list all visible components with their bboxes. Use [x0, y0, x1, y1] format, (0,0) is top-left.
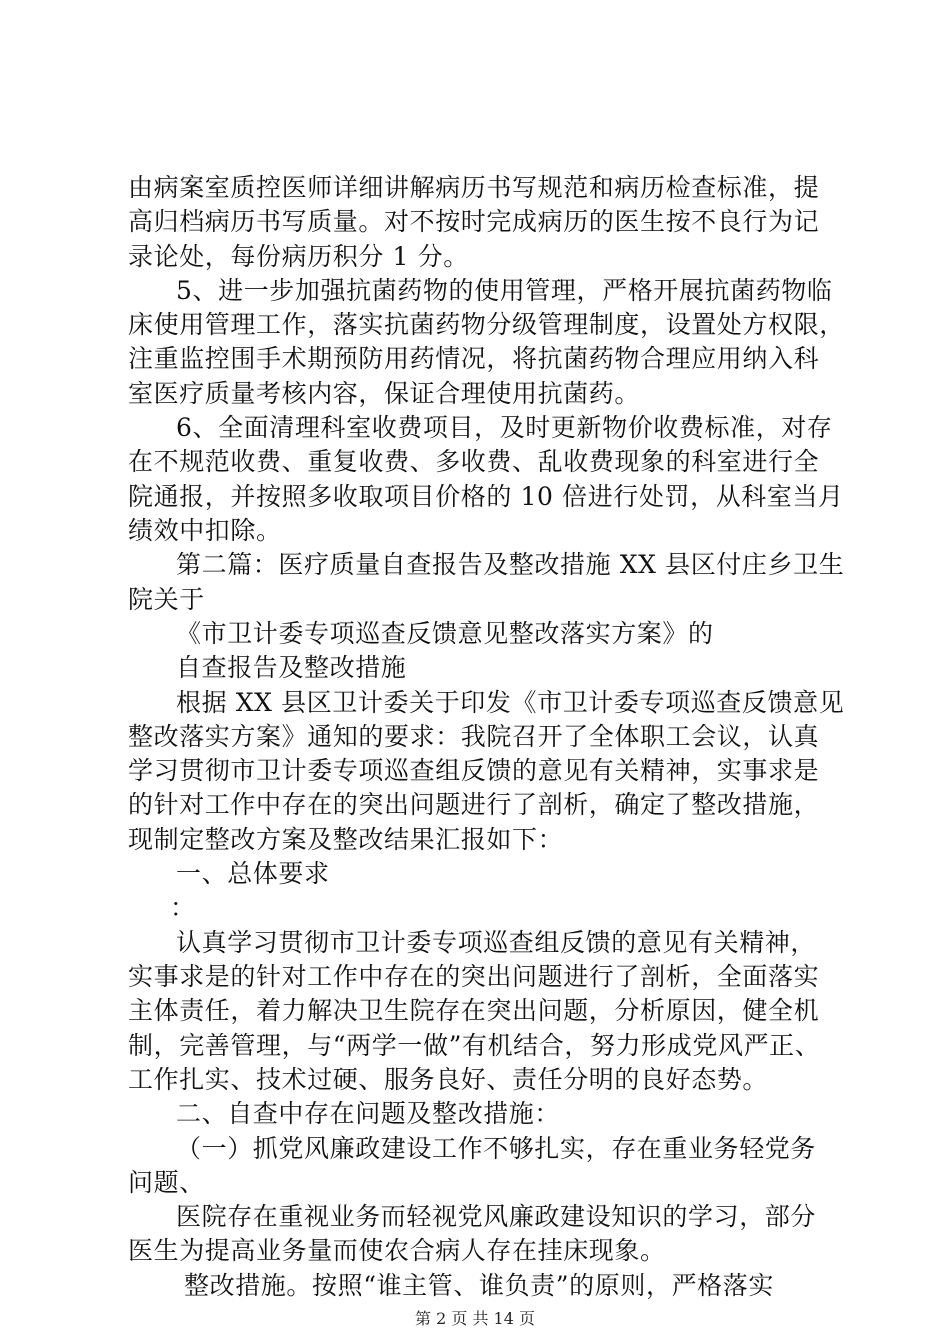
section-heading: 二、自查中存在问题及整改措施： [176, 1099, 561, 1128]
body-line: 6、全面清理科室收费项目，及时更新物价收费标准，对存 [176, 413, 833, 442]
body-line: 根据 XX 县区卫计委关于印发《市卫计委专项巡查反馈意见 [176, 688, 845, 717]
body-line: 现制定整改方案及整改结果汇报如下： [128, 825, 564, 854]
body-line: 的针对工作中存在的突出问题进行了剖析，确定了整改措施， [128, 790, 820, 819]
section-heading: 院关于 [128, 585, 205, 614]
section-heading: 《市卫计委专项巡查反馈意见整改落实方案》的 [176, 619, 714, 648]
body-line: 室医疗质量考核内容，保证合理使用抗菌药。 [128, 379, 641, 408]
body-line: 整改措施。按照“谁主管、谁负责”的原则，严格落实 [184, 1271, 774, 1300]
page-footer: 第 2 页 共 14 页 [415, 1309, 535, 1328]
body-line: 床使用管理工作，落实抗菌药物分级管理制度，设置处方权限， [128, 310, 845, 339]
body-line: 主体责任，着力解决卫生院存在突出问题，分析原因，健全机 [128, 996, 820, 1025]
body-line: 在不规范收费、重复收费、多收费、乱收费现象的科室进行全 [128, 447, 820, 476]
body-line: 绩效中扣除。 [128, 516, 282, 545]
body-line: 制，完善管理，与“两学一做”有机结合，努力形成党风严正、 [128, 1031, 821, 1060]
body-line: 实事求是的针对工作中存在的突出问题进行了剖析，全面落实 [128, 962, 820, 991]
body-line: ： [170, 893, 196, 922]
subsection-heading: （一）抓党风廉政建设工作不够扎实，存在重业务轻党务 [176, 1134, 817, 1163]
body-line: 录论处，每份病历积分 1 分。 [128, 242, 469, 271]
section-heading: 自查报告及整改措施 [176, 653, 407, 682]
body-line: 医生为提高业务量而使农合病人存在挂床现象。 [128, 1236, 666, 1265]
body-line: 整改落实方案》通知的要求：我院召开了全体职工会议，认真 [128, 722, 820, 751]
section-heading: 第二篇：医疗质量自查报告及整改措施 XX 县区付庄乡卫生 [176, 550, 845, 579]
body-line: 学习贯彻市卫计委专项巡查组反馈的意见有关精神，实事求是 [128, 756, 820, 785]
body-line: 5、进一步加强抗菌药物的使用管理，严格开展抗菌药物临 [176, 276, 833, 305]
body-line: 注重监控围手术期预防用药情况，将抗菌药物合理应用纳入科 [128, 344, 820, 373]
body-line: 高归档病历书写质量。对不按时完成病历的医生按不良行为记 [128, 207, 820, 236]
body-line: 院通报，并按照多收取项目价格的 10 倍进行处罚，从科室当月 [128, 482, 844, 511]
body-line: 医院存在重视业务而轻视党风廉政建设知识的学习，部分 [176, 1202, 817, 1231]
section-heading: 一、总体要求 [176, 859, 330, 888]
body-line: 工作扎实、技术过硬、服务良好、责任分明的良好态势。 [128, 1065, 769, 1094]
body-line: 认真学习贯彻市卫计委专项巡查组反馈的意见有关精神， [176, 928, 817, 957]
body-line: 由病案室质控医师详细讲解病历书写规范和病历检查标准，提 [128, 173, 820, 202]
subsection-heading: 问题、 [128, 1168, 205, 1197]
